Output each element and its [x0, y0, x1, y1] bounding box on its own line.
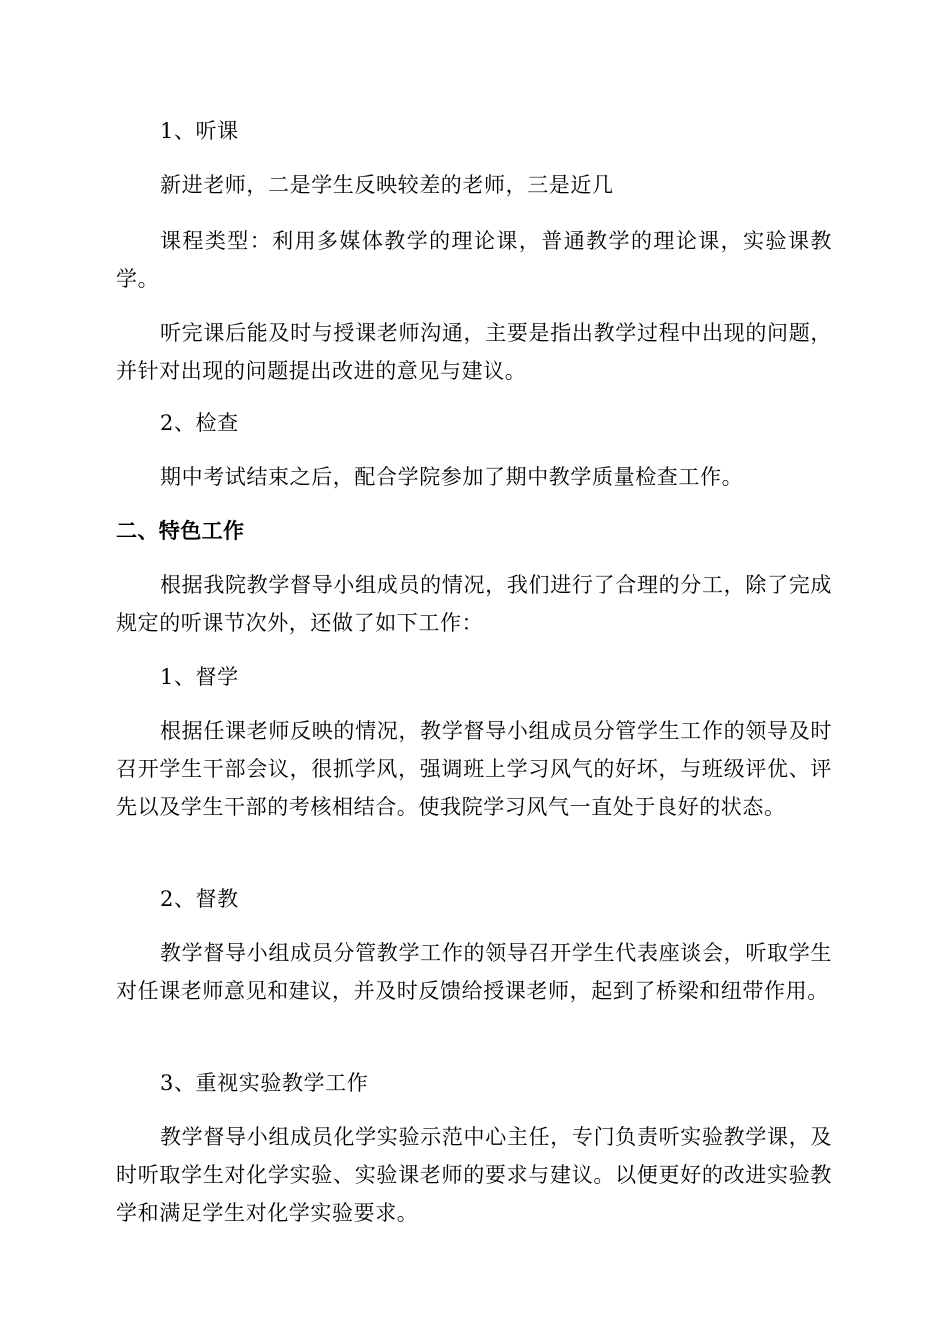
subheading-supervise-study: 1、督学 — [160, 665, 239, 689]
paragraph-division-of-work: 根据我院教学督导小组成员的情况，我们进行了合理的分工，除了完成规定的听课节次外，还做了如下工作： — [116, 573, 832, 635]
subheading-inspection: 2、检查 — [160, 411, 239, 435]
paragraph-study-style: 根据任课老师反映的情况，教学督导小组成员分管学生工作的领导及时召开学生干部会议，很抓学风，强调班上学习风气的好坏，与班级评优、评先以及学生干部的考核相结合。使我院学习风气一直处于良好的状态。 — [116, 719, 832, 819]
subheading-listen-class: 1、听课 — [160, 119, 239, 143]
paragraph-new-teachers: 新进老师，二是学生反映较差的老师，三是近几 — [160, 173, 614, 197]
paragraph-course-types: 课程类型：利用多媒体教学的理论课，普通教学的理论课，实验课教学。 — [116, 229, 832, 291]
subheading-supervise-teaching: 2、督教 — [160, 887, 239, 911]
paragraph-lab-center: 教学督导小组成员化学实验示范中心主任，专门负责听实验教学课，及时听取学生对化学实验、实验课老师的要求与建议。以便更好的改进实验教学和满足学生对化学实验要求。 — [116, 1125, 832, 1225]
paragraph-midterm-check: 期中考试结束之后，配合学院参加了期中教学质量检查工作。 — [160, 465, 744, 489]
section-heading-special-work: 二、特色工作 — [116, 519, 245, 543]
paragraph-student-forum: 教学督导小组成员分管教学工作的领导召开学生代表座谈会，听取学生对任课老师意见和建议，并及时反馈给授课老师，起到了桥梁和纽带作用。 — [116, 941, 832, 1003]
paragraph-feedback: 听完课后能及时与授课老师沟通，主要是指出教学过程中出现的问题，并针对出现的问题提出改进的意见与建议。 — [116, 321, 832, 383]
subheading-lab-teaching: 3、重视实验教学工作 — [160, 1071, 369, 1095]
